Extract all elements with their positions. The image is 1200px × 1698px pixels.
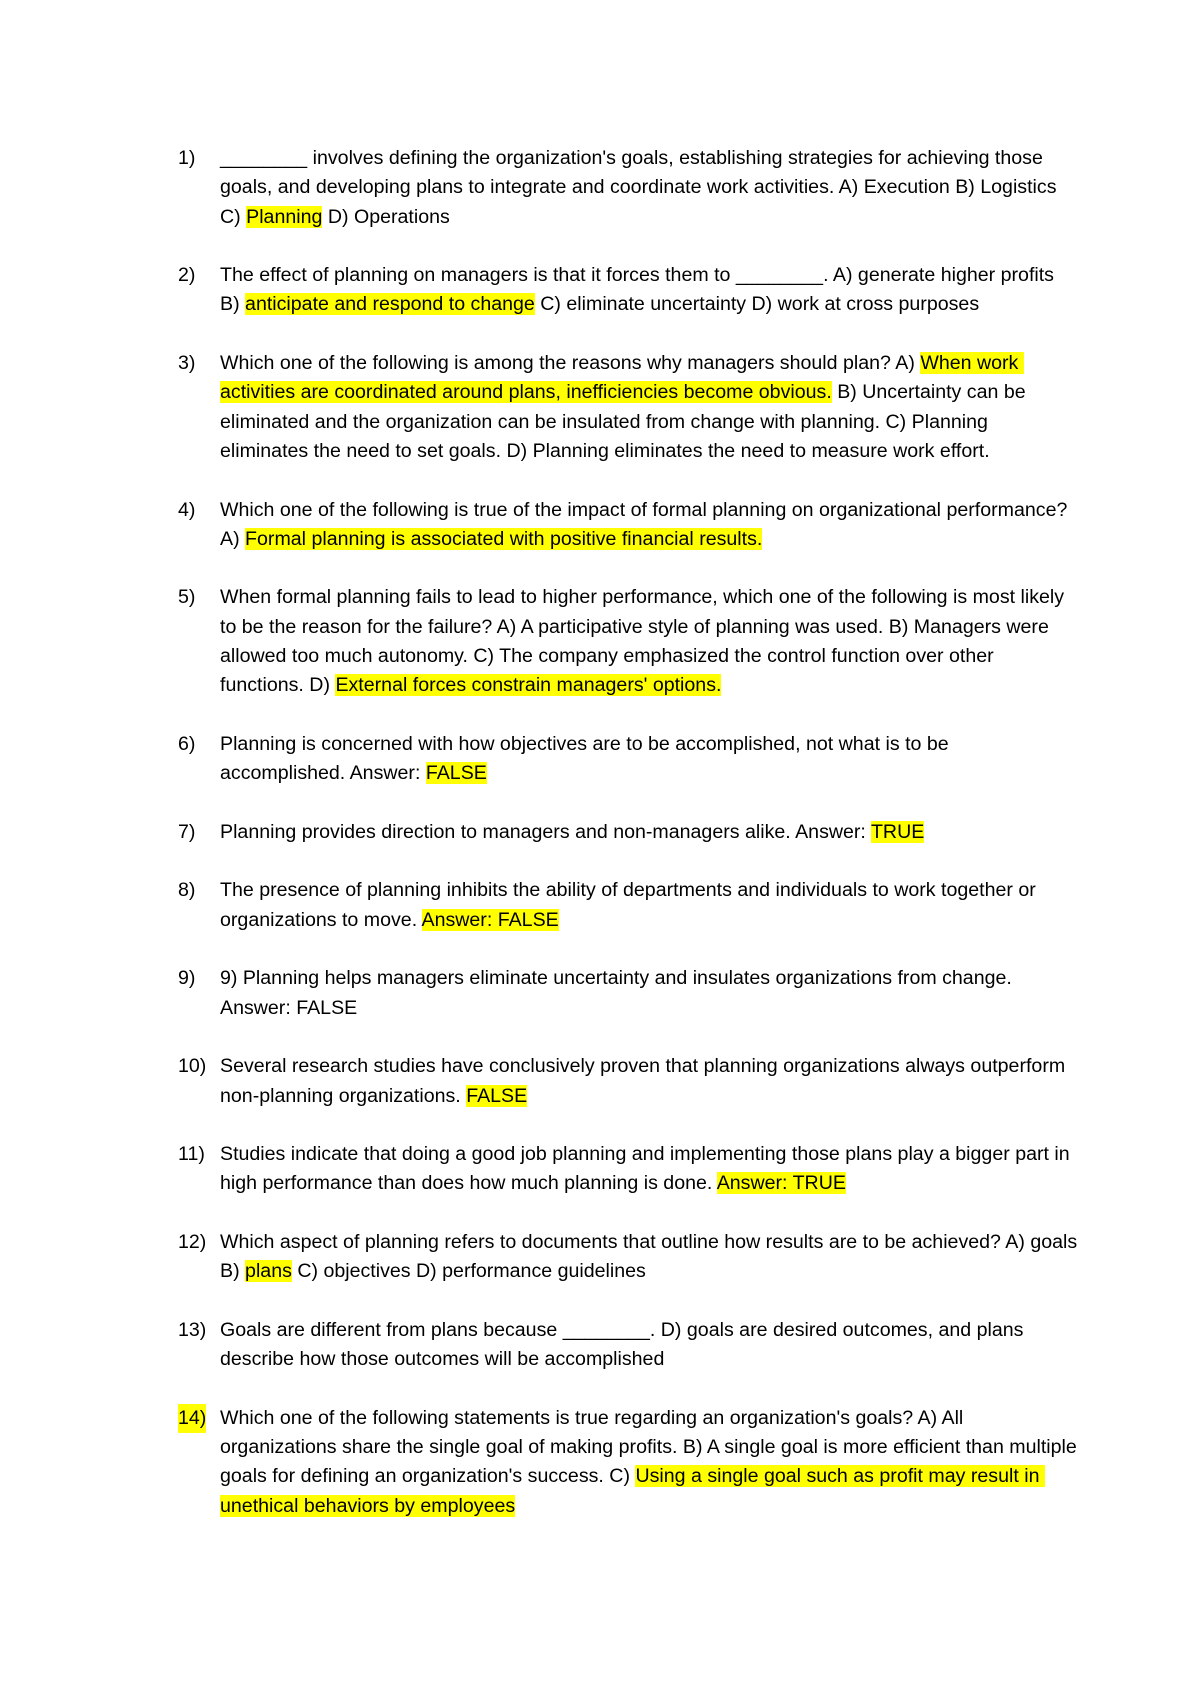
question-text-segment: 9) Planning helps managers eliminate uncertainty and insulates organizations from change. Answer: FALSE <box>220 967 1017 1019</box>
question-text-segment: Planning is concerned with how objectives are to be accomplished, not what is to be accomplished. Answer: <box>220 732 955 785</box>
question-item <box>178 583 1078 700</box>
question-item <box>178 876 1078 935</box>
highlighted-answer: FALSE <box>466 1084 528 1107</box>
question-text <box>220 586 1070 696</box>
question-list <box>178 144 1083 1550</box>
question-text-segment: B) Uncertainty can be eliminated and the organization can be insulated from change with planning. C) Planning eliminates the need to set goals. D) Planning eliminates the need to measure work effort. <box>220 381 1032 462</box>
question-text <box>220 1231 1083 1282</box>
question-text-segment: C) eliminate uncertainty D) work at cross purposes <box>534 293 980 316</box>
highlighted-answer: Planning <box>246 205 323 228</box>
question-number: 7) <box>178 820 196 843</box>
question-text <box>220 1055 1071 1106</box>
question-text <box>220 733 954 784</box>
question-text <box>220 147 1062 228</box>
question-item <box>178 496 1078 555</box>
question-text-segment: ________ involves defining the organization's goals, establishing strategies for achieving those goals, and developing plans to integrate and coordinate work activities. A) Execution B) Logistics C) <box>220 147 1062 228</box>
question-number: 9) <box>178 967 196 990</box>
question-text-segment: Several research studies have conclusively proven that planning organizations always outperform non-planning organizations. <box>220 1055 1071 1107</box>
question-item <box>178 349 1078 466</box>
question-text <box>220 1319 1029 1370</box>
question-number: 13) <box>178 1318 207 1341</box>
question-item <box>178 964 1078 1023</box>
question-text-segment: The effect of planning on managers is that it forces them to ________. A) generate higher profits B) <box>220 264 1060 316</box>
question-item <box>178 1404 1083 1521</box>
highlighted-answer: Using a single goal such as profit may result in unethical behaviors by employees <box>220 1465 1045 1517</box>
question-item <box>178 144 1078 232</box>
question-number: 6) <box>178 732 196 755</box>
question-text <box>220 1143 1075 1194</box>
highlighted-answer: FALSE <box>425 762 487 785</box>
question-item <box>178 1228 1083 1287</box>
question-text-segment: The presence of planning inhibits the ability of departments and individuals to work together or organizations to move. <box>220 879 1042 931</box>
highlighted-answer: When work activities are coordinated around plans, inefficiencies become obvious. <box>220 352 1024 404</box>
question-number: 1) <box>178 147 196 169</box>
question-text-segment: D) Operations <box>322 205 450 228</box>
question-text <box>220 1407 1082 1517</box>
highlighted-answer: Formal planning is associated with positive financial results. <box>245 527 763 550</box>
question-number: 4) <box>178 498 196 521</box>
question-text-segment: Which one of the following is among the reasons why managers should plan? A) <box>220 352 921 375</box>
question-text <box>220 499 1072 550</box>
highlighted-answer: Answer: TRUE <box>716 1172 846 1195</box>
question-text <box>220 264 1059 315</box>
highlighted-answer: TRUE <box>870 820 925 843</box>
question-number: 8) <box>178 879 196 902</box>
question-text <box>220 821 924 843</box>
question-text <box>220 352 1031 462</box>
question-item <box>178 730 1078 789</box>
question-item <box>178 818 1078 847</box>
question-text-segment: C) objectives D) performance guidelines <box>291 1260 646 1283</box>
highlighted-answer: anticipate and respond to change <box>245 293 535 316</box>
highlighted-answer: External forces constrain managers' options. <box>335 674 722 697</box>
highlighted-answer: plans <box>245 1260 292 1283</box>
question-item <box>178 1140 1078 1199</box>
question-item <box>178 1316 1078 1375</box>
question-text-segment: When formal planning fails to lead to higher performance, which one of the following is most likely to be the reason for the failure? A) A participative style of planning was used. B) Managers were allowed too much autonomy. C) The company emphasized the control function over other functions. D) <box>220 586 1070 697</box>
question-text-segment: Which one of the following statements is true regarding an organization's goals? A) All organizations share the single goal of making profits. B) A single goal is more efficient than multiple goals for defining an organization's success. C) <box>220 1406 1083 1488</box>
question-number: 14) <box>178 1404 206 1433</box>
question-text <box>220 967 1016 1018</box>
question-text-segment: Goals are different from plans because ________. D) goals are desired outcomes, and plans describe how those outcomes will be accomplished <box>220 1318 1029 1371</box>
question-text-segment: Planning provides direction to managers and non-managers alike. Answer: <box>220 820 871 843</box>
highlighted-answer: Answer: FALSE <box>421 908 559 931</box>
question-number: 10) <box>178 1055 207 1078</box>
question-number: 12) <box>178 1230 207 1253</box>
question-text-segment: Which one of the following is true of the impact of formal planning on organizational performance? A) <box>220 498 1072 550</box>
question-text <box>220 879 1041 930</box>
question-number: 3) <box>178 352 196 375</box>
question-item <box>178 1052 1078 1111</box>
question-number: 2) <box>178 264 196 287</box>
question-item <box>178 261 1078 320</box>
question-text-segment: Which aspect of planning refers to documents that outline how results are to be achieved? A) goals B) <box>220 1230 1083 1283</box>
question-text-segment: Studies indicate that doing a good job planning and implementing those plans play a bigger part in high performance than does how much planning is done. <box>220 1143 1076 1195</box>
question-number: 5) <box>178 586 196 609</box>
question-number: 11) <box>178 1143 205 1166</box>
